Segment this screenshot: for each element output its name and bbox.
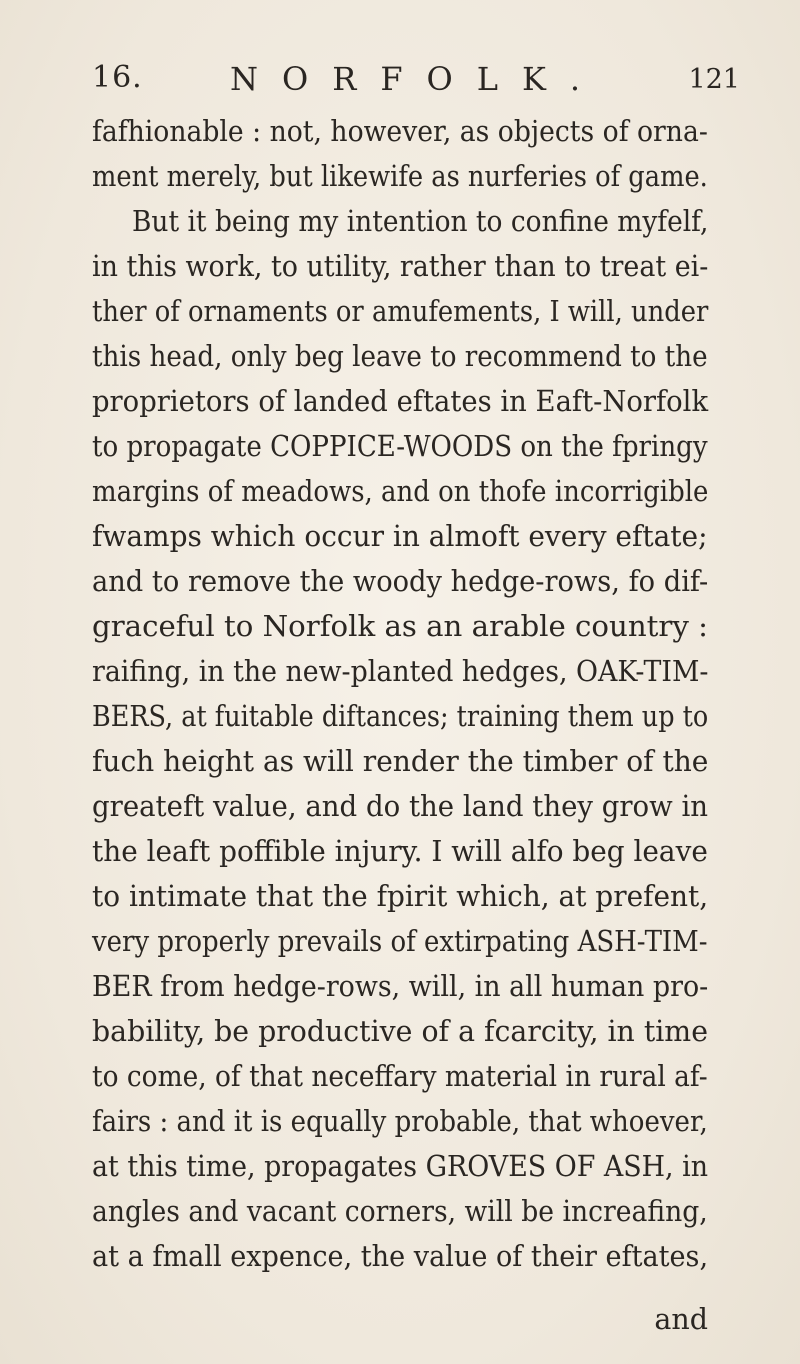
text-line: BER from hedge-rows, will, in all human pro- xyxy=(92,970,709,1003)
text-line: greateft value, and do the land they grow in xyxy=(92,790,709,823)
text-line: BERS, at fuitable diftances; training them up to xyxy=(92,700,709,733)
text-line: raifing, in the new-planted hedges, OAK-TIM- xyxy=(92,655,709,688)
text-line: to come, of that neceffary material in rural af- xyxy=(92,1060,708,1093)
text-line: in this work, to utility, rather than to treat ei- xyxy=(92,250,709,283)
text-line: at this time, propagates GROVES OF ASH, in xyxy=(92,1150,709,1183)
text-line: angles and vacant corners, will be increafing, xyxy=(92,1195,708,1228)
text-line: margins of meadows, and on thofe incorrigible xyxy=(92,475,709,508)
text-line: to propagate COPPICE-WOODS on the fpringy xyxy=(92,430,708,463)
text-line: and to remove the woody hedge-rows, fo dif- xyxy=(92,565,709,598)
text-line: this head, only beg leave to recommend to the xyxy=(92,340,708,373)
text-line: fairs : and it is equally probable, that whoever, xyxy=(92,1105,708,1138)
signature-mark: 16. xyxy=(92,60,143,95)
text-line: to intimate that the fpirit which, at prefent, xyxy=(92,880,709,913)
text-line: fuch height as will render the timber of the xyxy=(92,745,709,778)
text-line: fafhionable : not, however, as objects of orna- xyxy=(92,115,708,148)
text-line: ther of ornaments or amufements, I will, under xyxy=(92,295,709,328)
text-line: But it being my intention to confine myfelf, xyxy=(132,205,709,238)
text-line: very properly prevails of extirpating ASH-TIM- xyxy=(92,925,708,958)
catchword: and xyxy=(654,1303,708,1336)
text-line: bability, be productive of a fcarcity, in time xyxy=(92,1015,708,1048)
running-title: NORFOLK. xyxy=(230,60,605,98)
text-line: fwamps which occur in almoft every eftate; xyxy=(92,520,708,553)
text-line: at a fmall expence, the value of their eftates, xyxy=(92,1240,709,1273)
text-line: the leaft poffible injury. I will alfo beg leave xyxy=(92,835,708,868)
page-number: 121 xyxy=(688,64,740,95)
page-header xyxy=(92,60,740,110)
text-line: proprietors of landed eftates in Eaft-Norfolk xyxy=(92,385,709,418)
text-line: graceful to Norfolk as an arable country : xyxy=(92,610,708,643)
text-line: ment merely, but likewife as nurferies of game. xyxy=(92,160,708,193)
